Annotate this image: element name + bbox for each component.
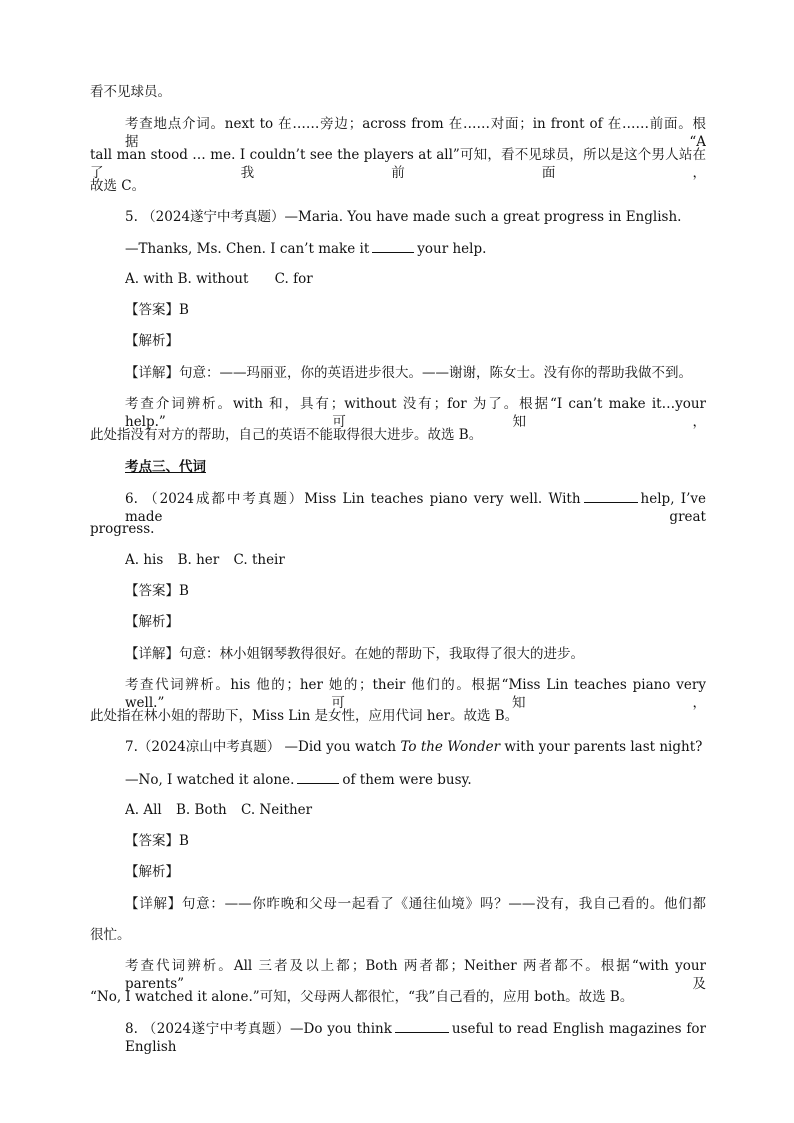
explanation-line: 此处指没有对方的帮助，自己的英语不能取得很大进步。故选 B。 (90, 427, 483, 443)
q7-line2-pre: —No, I watched it alone. (125, 772, 295, 788)
question-7-line2 (125, 770, 706, 789)
text-line: 考查地点介词。next to 在……旁边；across from 在……对面；in front of 在……前面。根据“A (125, 116, 706, 150)
detail-text: 【详解】句意：林小姐钢琴教得很好。在她的帮助下，我取得了很大的进步。 (125, 646, 584, 662)
option-a: A. his (125, 552, 164, 568)
analysis-label: 【解析】 (125, 614, 179, 630)
question-6-stem-cont: progress. (90, 521, 155, 537)
question-5-stem: 5. （2024遂宁中考真题）—Maria. You have made such a great progress in English. (125, 209, 682, 225)
option-c: C. for (274, 271, 313, 287)
option-a: A. All (125, 802, 162, 818)
text-line: 看不见球员。 (90, 84, 171, 100)
option-c: C. their (233, 552, 285, 568)
explanation-line: 考查代词辨析。his 他的；her 她的；their 他们的。根据“Miss Lin teaches piano very well.”可知， (125, 677, 706, 711)
text-line: 故选 C。 (90, 178, 146, 194)
explanation-line: 此处指在林小姐的帮助下，Miss Lin 是女性，应用代词 her。故选 B。 (90, 708, 519, 724)
q7-stem-pre: 7.（2024凉山中考真题） —Did you watch (125, 739, 397, 755)
q6-stem-pre: 6. （2024成都中考真题）Miss Lin teaches piano very well. With (125, 491, 581, 507)
answer-blank (395, 1019, 449, 1033)
option-b: B. her (177, 552, 220, 568)
detail-text: 【详解】句意：——你昨晚和父母一起看了《通往仙境》吗？——没有，我自己看的。他们都 (125, 896, 706, 912)
text-line: tall man stood … me. I couldn’t see the players at all”可知，看不见球员，所以是这个男人站在了我前面， (90, 147, 706, 181)
detail-text: 【详解】句意：——玛丽亚，你的英语进步很大。——谢谢，陈女士。没有你的帮助我做不到。 (125, 365, 692, 381)
detail-text-cont: 很忙。 (90, 927, 131, 943)
analysis-label: 【解析】 (125, 864, 179, 880)
q6-stem-post: help, I’ve made great (125, 491, 706, 525)
analysis-label: 【解析】 (125, 333, 179, 349)
question-7-options (125, 801, 706, 819)
film-title: To the Wonder (400, 739, 501, 755)
option-c: C. Neither (240, 802, 313, 818)
q5-line2-post: your help. (417, 241, 487, 257)
explanation-line: 考查介词辨析。with 和，具有；without 没有；for 为了。根据“I can’t make it…your help.”可知， (125, 396, 706, 430)
option-b: B. without (177, 271, 249, 287)
question-8-stem (125, 1019, 706, 1056)
option-a: A. with (125, 271, 174, 287)
question-5-line2 (125, 239, 706, 258)
explanation-line: 考查代词辨析。All 三者及以上都；Both 两者都；Neither 两者都不。根据“with your parents”及 (125, 958, 706, 992)
question-5-options (125, 270, 706, 288)
q8-stem-post: useful to read English magazines for English (125, 1021, 706, 1055)
section-heading: 考点三、代词 (125, 459, 206, 475)
answer-label: 【答案】B (125, 833, 189, 849)
q8-stem-pre: 8. （2024遂宁中考真题）—Do you think (125, 1021, 392, 1037)
q7-stem-post: with your parents last night? (504, 739, 703, 755)
q7-line2-post: of them were busy. (342, 772, 472, 788)
answer-label: 【答案】B (125, 583, 189, 599)
option-b: B. Both (176, 802, 227, 818)
answer-blank (584, 489, 638, 503)
q5-line2-pre: —Thanks, Ms. Chen. I can’t make it (125, 241, 370, 257)
explanation-line: “No, I watched it alone.”可知，父母两人都很忙，“我”自己看的，应用 both。故选 B。 (90, 989, 634, 1005)
question-6-options (125, 551, 706, 569)
answer-label: 【答案】B (125, 302, 189, 318)
answer-blank (372, 239, 414, 253)
question-7-stem (125, 738, 706, 756)
answer-blank (297, 770, 339, 784)
